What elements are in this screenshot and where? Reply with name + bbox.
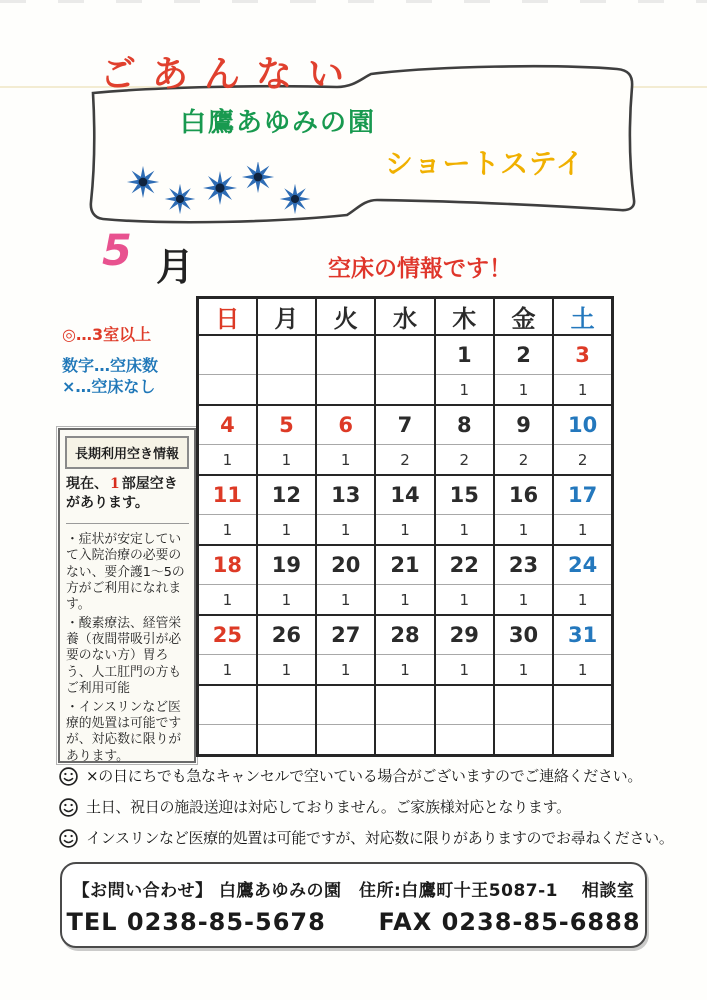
condition-item: ・酸素療法、経管栄養（夜間帯吸引が必要のない方）胃ろう、人工肛門の方もご利用可能 bbox=[66, 615, 182, 697]
calendar-vacancy-cell bbox=[553, 725, 612, 756]
calendar-vacancy-cell bbox=[198, 375, 257, 406]
calendar-vacancy-cell: 1 bbox=[257, 445, 316, 476]
calendar-vacancy-cell bbox=[198, 725, 257, 756]
calendar-date-cell: 19 bbox=[257, 545, 316, 585]
calendar-date-cell bbox=[257, 685, 316, 725]
calendar-date-cell: 12 bbox=[257, 475, 316, 515]
service-name: ショートステイ bbox=[385, 147, 585, 180]
calendar-date-cell: 30 bbox=[494, 615, 553, 655]
calendar-date-cell bbox=[494, 685, 553, 725]
calendar-date-cell: 15 bbox=[435, 475, 494, 515]
weekday-header: 水 bbox=[375, 298, 434, 336]
calendar-vacancy-cell: 1 bbox=[435, 515, 494, 546]
calendar-vacancy-cell: 1 bbox=[198, 585, 257, 616]
calendar-date-cell: 2 bbox=[494, 335, 553, 375]
vacancy-headline: 空床の情報です！ bbox=[328, 256, 512, 282]
calendar-vacancy-cell: 1 bbox=[316, 515, 375, 546]
calendar-date-cell: 9 bbox=[494, 405, 553, 445]
calendar-vacancy-cell: 1 bbox=[257, 655, 316, 686]
longterm-current-status: 現在、 1 部屋空きがあります。 bbox=[66, 475, 189, 524]
facility-name: 白鷹あゆみの園 bbox=[180, 108, 377, 138]
calendar-vacancy-cell: 1 bbox=[198, 655, 257, 686]
calendar-vacancy-cell: 1 bbox=[257, 515, 316, 546]
calendar-date-cell: 17 bbox=[553, 475, 612, 515]
star-icon bbox=[203, 171, 237, 205]
calendar-date-cell: 26 bbox=[257, 615, 316, 655]
calendar-date-cell bbox=[375, 685, 434, 725]
weekday-header: 木 bbox=[435, 298, 494, 336]
note-text: 土日、祝日の施設送迎は対応しておりません。ご家族様対応となります。 bbox=[86, 798, 571, 816]
calendar-date-cell bbox=[435, 685, 494, 725]
calendar-vacancy-cell: 1 bbox=[494, 375, 553, 406]
star-icon bbox=[242, 162, 274, 193]
calendar-date-cell: 13 bbox=[316, 475, 375, 515]
calendar-date-cell: 20 bbox=[316, 545, 375, 585]
calendar-vacancy-cell: 1 bbox=[198, 515, 257, 546]
legend-item-novacancy: ×…空床なし bbox=[62, 377, 156, 396]
calendar-date-cell: 11 bbox=[198, 475, 257, 515]
vacancy-calendar-table bbox=[196, 296, 614, 757]
calendar-date-cell: 1 bbox=[435, 335, 494, 375]
star-icons bbox=[125, 162, 325, 222]
calendar-date-cell bbox=[316, 335, 375, 375]
contact-phone-line bbox=[62, 908, 645, 936]
calendar-vacancy-cell: 1 bbox=[494, 585, 553, 616]
calendar-vacancy-cell: 1 bbox=[375, 655, 434, 686]
calendar-vacancy-cell bbox=[316, 375, 375, 406]
calendar-date-cell: 29 bbox=[435, 615, 494, 655]
calendar-vacancy-cell: 1 bbox=[494, 655, 553, 686]
calendar-date-cell: 10 bbox=[553, 405, 612, 445]
calendar-vacancy-cell bbox=[257, 725, 316, 756]
calendar-vacancy-cell: 1 bbox=[553, 375, 612, 406]
calendar-vacancy-cell: 1 bbox=[257, 585, 316, 616]
longterm-info-title: 長期利用空き情報 bbox=[65, 436, 189, 469]
star-icon bbox=[127, 166, 159, 198]
legend bbox=[62, 324, 158, 397]
calendar-vacancy-cell bbox=[435, 725, 494, 756]
longterm-conditions bbox=[66, 532, 189, 765]
calendar-vacancy-cell: 1 bbox=[553, 655, 612, 686]
note-text: インスリンなど医療的処置は可能ですが、対応数に限りがありますのでお尋ねください。 bbox=[86, 829, 674, 847]
calendar-vacancy-cell bbox=[375, 375, 434, 406]
calendar-vacancy-cell: 2 bbox=[375, 445, 434, 476]
calendar-date-cell: 23 bbox=[494, 545, 553, 585]
weekday-header: 月 bbox=[257, 298, 316, 336]
calendar-date-cell: 8 bbox=[435, 405, 494, 445]
calendar-date-cell bbox=[375, 335, 434, 375]
calendar-date-cell: 4 bbox=[198, 405, 257, 445]
calendar-date-cell: 6 bbox=[316, 405, 375, 445]
calendar-date-cell: 25 bbox=[198, 615, 257, 655]
contact-address-line: 【お問い合わせ】 白鷹あゆみの園 住所:白鷹町十王5087-1 相談室 bbox=[72, 881, 635, 901]
calendar-vacancy-cell: 2 bbox=[553, 445, 612, 476]
calendar-vacancy-cell bbox=[494, 725, 553, 756]
calendar-vacancy-cell: 1 bbox=[198, 445, 257, 476]
calendar-vacancy-cell: 1 bbox=[435, 375, 494, 406]
tel-label: TEL bbox=[66, 908, 118, 936]
contact-box bbox=[60, 862, 647, 948]
weekday-header: 土 bbox=[553, 298, 612, 336]
calendar-date-cell: 24 bbox=[553, 545, 612, 585]
calendar-vacancy-cell: 1 bbox=[435, 655, 494, 686]
calendar-vacancy-cell bbox=[375, 725, 434, 756]
calendar-date-cell bbox=[198, 335, 257, 375]
calendar-vacancy-cell: 2 bbox=[494, 445, 553, 476]
fax-label: FAX bbox=[378, 908, 433, 936]
calendar-vacancy-cell bbox=[257, 375, 316, 406]
calendar-date-cell: 5 bbox=[257, 405, 316, 445]
smiley-icon bbox=[58, 766, 79, 787]
calendar-vacancy-cell: 1 bbox=[435, 585, 494, 616]
scan-noise bbox=[0, 0, 707, 3]
condition-item: ・症状が安定していて入院治療の必要のない、要介護1～5の方がご利用になれます。 bbox=[66, 531, 185, 613]
calendar-date-cell: 31 bbox=[553, 615, 612, 655]
weekday-header: 日 bbox=[198, 298, 257, 336]
calendar-date-cell: 14 bbox=[375, 475, 434, 515]
page-title: ごあんない bbox=[100, 54, 361, 95]
smiley-icon bbox=[58, 828, 79, 849]
calendar-vacancy-cell: 1 bbox=[553, 515, 612, 546]
legend-item-3rooms: ◎…3室以上 bbox=[62, 325, 152, 344]
note-item bbox=[58, 797, 686, 818]
vacant-room-count: 1 bbox=[110, 476, 120, 492]
legend-item-number: 数字…空床数 bbox=[62, 356, 159, 375]
calendar-vacancy-cell: 1 bbox=[553, 585, 612, 616]
calendar-date-cell: 7 bbox=[375, 405, 434, 445]
month-number: 5 bbox=[102, 226, 132, 276]
note-item bbox=[58, 766, 686, 787]
calendar-date-cell bbox=[257, 335, 316, 375]
calendar-vacancy-cell: 2 bbox=[435, 445, 494, 476]
notes-list bbox=[58, 766, 686, 859]
note-item bbox=[58, 828, 686, 849]
calendar-vacancy-cell: 1 bbox=[316, 585, 375, 616]
calendar-date-cell bbox=[316, 685, 375, 725]
condition-item: ・インスリンなど医療的処置は可能ですが、対応数に限りがあります。 bbox=[66, 699, 182, 764]
calendar-vacancy-cell: 1 bbox=[375, 515, 434, 546]
tel-number: 0238-85-5678 bbox=[126, 908, 326, 936]
calendar-date-cell: 3 bbox=[553, 335, 612, 375]
longterm-info-box bbox=[58, 428, 196, 763]
calendar-date-cell: 28 bbox=[375, 615, 434, 655]
calendar-date-cell: 21 bbox=[375, 545, 434, 585]
calendar-date-cell: 18 bbox=[198, 545, 257, 585]
calendar-date-cell: 22 bbox=[435, 545, 494, 585]
calendar-vacancy-cell: 1 bbox=[494, 515, 553, 546]
calendar-date-cell: 16 bbox=[494, 475, 553, 515]
star-icon bbox=[280, 184, 311, 215]
smiley-icon bbox=[58, 797, 79, 818]
note-text: ×の日にちでも急なキャンセルで空いている場合がございますのでご連絡ください。 bbox=[86, 767, 643, 785]
calendar-vacancy-cell: 1 bbox=[375, 585, 434, 616]
calendar-date-cell: 27 bbox=[316, 615, 375, 655]
weekday-header: 金 bbox=[494, 298, 553, 336]
calendar-vacancy-cell: 1 bbox=[316, 445, 375, 476]
star-icon bbox=[165, 184, 196, 215]
calendar-vacancy-cell bbox=[316, 725, 375, 756]
calendar-date-cell bbox=[198, 685, 257, 725]
calendar-vacancy-cell: 1 bbox=[316, 655, 375, 686]
weekday-header: 火 bbox=[316, 298, 375, 336]
fax-number: 0238-85-6888 bbox=[441, 908, 641, 936]
calendar-date-cell bbox=[553, 685, 612, 725]
month-label: 月 bbox=[156, 245, 195, 289]
